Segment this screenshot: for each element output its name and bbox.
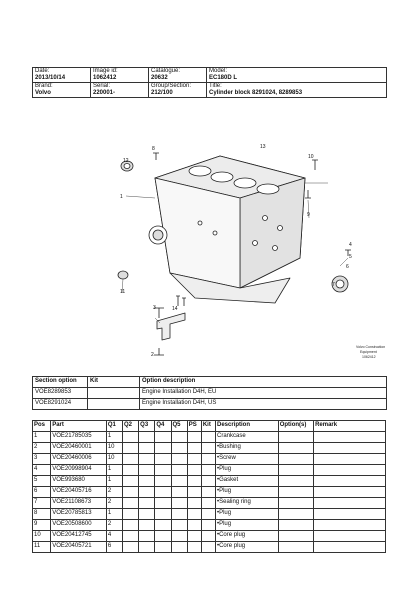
parts-header-q1: Q1: [106, 421, 122, 432]
parts-part-cell: VOE20785813: [51, 509, 107, 520]
parts-table: [32, 420, 386, 553]
section-header-description: Option description: [140, 377, 387, 388]
parts-q3-cell: [139, 487, 155, 498]
parts-pos-cell: 1: [33, 432, 51, 443]
parts-q3-cell: [139, 454, 155, 465]
parts-kit-cell: [201, 531, 215, 542]
table-row: [33, 509, 386, 520]
parts-remark-cell: [314, 465, 386, 476]
parts-q2-cell: [123, 476, 139, 487]
serial-cell: [91, 83, 149, 98]
parts-pos-cell: 3: [33, 454, 51, 465]
parts-part-cell: VOE20405721: [51, 542, 107, 553]
parts-part-cell: VOE20460006: [51, 454, 107, 465]
section-options-table: [32, 376, 387, 410]
parts-q1-cell: 2: [106, 487, 122, 498]
parts-ps-cell: [187, 465, 201, 476]
parts-kit-cell: [201, 487, 215, 498]
parts-options-cell: [278, 487, 313, 498]
parts-q4-cell: [155, 531, 171, 542]
parts-q2-cell: [123, 531, 139, 542]
parts-header-description: Description: [216, 421, 279, 432]
table-row: [33, 465, 386, 476]
callout-9: 9: [307, 212, 310, 218]
parts-q3-cell: [139, 531, 155, 542]
parts-options-cell: [278, 520, 313, 531]
parts-remark-cell: [314, 520, 386, 531]
section-option-cell: VOE8289853: [33, 388, 88, 399]
parts-q4-cell: [155, 498, 171, 509]
parts-q5-cell: [171, 443, 187, 454]
callout-5: 5: [349, 254, 352, 260]
parts-part-cell: VOE21108673: [51, 498, 107, 509]
parts-part-cell: VOE20460001: [51, 443, 107, 454]
parts-q1-cell: 2: [106, 498, 122, 509]
parts-kit-cell: [201, 454, 215, 465]
table-row: [33, 531, 386, 542]
diagram-caption-line2: Equipment: [360, 350, 377, 354]
parts-q3-cell: [139, 432, 155, 443]
parts-description-cell: •Sealing ring: [216, 498, 279, 509]
parts-description-cell: •Plug: [216, 520, 279, 531]
parts-description-cell: •Plug: [216, 465, 279, 476]
parts-ps-cell: [187, 498, 201, 509]
catalogue-label: Catalogue:: [151, 68, 181, 74]
parts-q1-cell: 10: [106, 443, 122, 454]
parts-q3-cell: [139, 498, 155, 509]
parts-q2-cell: [123, 465, 139, 476]
parts-ps-cell: [187, 432, 201, 443]
parts-q1-cell: 1: [106, 509, 122, 520]
parts-q2-cell: [123, 542, 139, 553]
group-value: 212/100: [151, 90, 173, 96]
callout-12: 12: [123, 158, 129, 164]
parts-q2-cell: [123, 520, 139, 531]
date-value: 2013/10/14: [35, 75, 66, 81]
section-header-option: Section option: [33, 377, 88, 388]
table-row: [33, 498, 386, 509]
table-row: [33, 476, 386, 487]
parts-q1-cell: 4: [106, 531, 122, 542]
table-row: [33, 487, 386, 498]
parts-q4-cell: [155, 443, 171, 454]
parts-description-cell: •Plug: [216, 487, 279, 498]
parts-kit-cell: [201, 498, 215, 509]
diagram-caption-id: 1062412: [362, 355, 376, 359]
parts-options-cell: [278, 432, 313, 443]
callout-8: 8: [152, 146, 155, 152]
parts-part-cell: VOE21785035: [51, 432, 107, 443]
parts-q1-cell: 1: [106, 432, 122, 443]
parts-ps-cell: [187, 509, 201, 520]
parts-header-kit: Kit: [201, 421, 215, 432]
serial-label: Serial:: [93, 83, 111, 89]
serial-value: 220001-: [93, 90, 116, 96]
parts-q3-cell: [139, 476, 155, 487]
parts-remark-cell: [314, 432, 386, 443]
date-label: Date:: [35, 68, 50, 74]
header-table: [32, 67, 387, 98]
parts-kit-cell: [201, 542, 215, 553]
parts-description-cell: •Screw: [216, 454, 279, 465]
parts-ps-cell: [187, 542, 201, 553]
parts-ps-cell: [187, 443, 201, 454]
table-row: [33, 520, 386, 531]
parts-description-cell: •Bushing: [216, 443, 279, 454]
parts-q4-cell: [155, 520, 171, 531]
parts-options-cell: [278, 509, 313, 520]
parts-ps-cell: [187, 531, 201, 542]
table-row: [33, 399, 387, 410]
parts-remark-cell: [314, 443, 386, 454]
parts-q5-cell: [171, 498, 187, 509]
parts-remark-cell: [314, 531, 386, 542]
parts-q4-cell: [155, 542, 171, 553]
parts-q2-cell: [123, 443, 139, 454]
parts-q5-cell: [171, 509, 187, 520]
callout-11: 11: [120, 289, 126, 295]
parts-header-remark: Remark: [314, 421, 386, 432]
image-id-label: Image id:: [93, 68, 118, 74]
parts-q5-cell: [171, 454, 187, 465]
parts-options-cell: [278, 465, 313, 476]
parts-kit-cell: [201, 476, 215, 487]
model-cell: [207, 68, 387, 83]
model-value: EC180D L: [209, 75, 238, 81]
parts-part-cell: VOE20412745: [51, 531, 107, 542]
parts-header-q2: Q2: [123, 421, 139, 432]
parts-q5-cell: [171, 465, 187, 476]
parts-q3-cell: [139, 465, 155, 476]
parts-ps-cell: [187, 454, 201, 465]
parts-options-cell: [278, 542, 313, 553]
callout-6: 6: [346, 264, 349, 270]
parts-options-cell: [278, 443, 313, 454]
parts-header-part: Part: [51, 421, 107, 432]
parts-pos-cell: 6: [33, 487, 51, 498]
catalogue-cell: [149, 68, 207, 83]
parts-q4-cell: [155, 454, 171, 465]
parts-q5-cell: [171, 476, 187, 487]
parts-options-cell: [278, 476, 313, 487]
section-kit-cell: [88, 399, 140, 410]
parts-q5-cell: [171, 487, 187, 498]
parts-remark-cell: [314, 487, 386, 498]
parts-q5-cell: [171, 520, 187, 531]
parts-header-q4: Q4: [155, 421, 171, 432]
parts-part-cell: VOE993680: [51, 476, 107, 487]
parts-pos-cell: 8: [33, 509, 51, 520]
parts-kit-cell: [201, 443, 215, 454]
group-cell: [149, 83, 207, 98]
section-description-cell: Engine Installation D4H, US: [140, 399, 387, 410]
parts-pos-cell: 11: [33, 542, 51, 553]
table-row: [33, 542, 386, 553]
parts-description-cell: •Gasket: [216, 476, 279, 487]
diagram-caption-line1: Volvo Construction: [356, 345, 386, 349]
catalogue-value: 20632: [151, 75, 168, 81]
parts-q1-cell: 1: [106, 465, 122, 476]
callout-1: 1: [120, 194, 123, 200]
parts-q2-cell: [123, 498, 139, 509]
table-row: [33, 388, 387, 399]
parts-part-cell: VOE20405716: [51, 487, 107, 498]
section-description-cell: Engine Installation D4H, EU: [140, 388, 387, 399]
parts-remark-cell: [314, 454, 386, 465]
parts-description-cell: •Plug: [216, 509, 279, 520]
parts-ps-cell: [187, 487, 201, 498]
callout-7: 7: [332, 282, 335, 288]
title-label: Title:: [209, 83, 222, 89]
date-cell: [33, 68, 91, 83]
parts-q4-cell: [155, 509, 171, 520]
parts-pos-cell: 7: [33, 498, 51, 509]
parts-part-cell: VOE20998904: [51, 465, 107, 476]
parts-options-cell: [278, 454, 313, 465]
cylinder-block-diagram: [100, 138, 386, 364]
parts-remark-cell: [314, 498, 386, 509]
callout-3: 3: [153, 305, 156, 311]
brand-label: Brand:: [35, 83, 53, 89]
parts-ps-cell: [187, 520, 201, 531]
parts-description-cell: •Core plug: [216, 542, 279, 553]
parts-q2-cell: [123, 454, 139, 465]
parts-q4-cell: [155, 465, 171, 476]
parts-remark-cell: [314, 542, 386, 553]
parts-remark-cell: [314, 509, 386, 520]
parts-kit-cell: [201, 432, 215, 443]
parts-q1-cell: 2: [106, 520, 122, 531]
parts-options-cell: [278, 498, 313, 509]
parts-header-options: Option(s): [278, 421, 313, 432]
callout-10: 10: [308, 154, 314, 160]
title-cell: [207, 83, 387, 98]
table-row: [33, 443, 386, 454]
parts-q1-cell: 1: [106, 476, 122, 487]
title-value: Cylinder block 8291024, 8289853: [209, 90, 303, 96]
parts-q2-cell: [123, 432, 139, 443]
parts-remark-cell: [314, 476, 386, 487]
parts-pos-cell: 4: [33, 465, 51, 476]
callout-2: 2: [151, 352, 154, 358]
parts-q2-cell: [123, 487, 139, 498]
parts-q5-cell: [171, 432, 187, 443]
image-id-value: 1062412: [93, 75, 117, 81]
parts-pos-cell: 2: [33, 443, 51, 454]
parts-kit-cell: [201, 509, 215, 520]
parts-header-q3: Q3: [139, 421, 155, 432]
parts-q1-cell: 10: [106, 454, 122, 465]
model-label: Model:: [209, 68, 228, 74]
group-label: Group/Section:: [151, 83, 192, 89]
parts-kit-cell: [201, 520, 215, 531]
parts-kit-cell: [201, 465, 215, 476]
parts-pos-cell: 10: [33, 531, 51, 542]
brand-cell: [33, 83, 91, 98]
parts-q2-cell: [123, 509, 139, 520]
parts-q3-cell: [139, 520, 155, 531]
callout-14: 14: [172, 306, 178, 312]
parts-ps-cell: [187, 476, 201, 487]
callout-13: 13: [260, 144, 266, 150]
parts-q4-cell: [155, 432, 171, 443]
callout-4: 4: [349, 242, 352, 248]
parts-q4-cell: [155, 487, 171, 498]
parts-q3-cell: [139, 542, 155, 553]
parts-options-cell: [278, 531, 313, 542]
parts-header-ps: PS: [187, 421, 201, 432]
section-kit-cell: [88, 388, 140, 399]
parts-q5-cell: [171, 531, 187, 542]
parts-header-q5: Q5: [171, 421, 187, 432]
parts-header-pos: Pos: [33, 421, 51, 432]
section-option-cell: VOE8291024: [33, 399, 88, 410]
parts-q5-cell: [171, 542, 187, 553]
table-row: [33, 454, 386, 465]
parts-header-row: [33, 421, 386, 432]
parts-description-cell: Crankcase: [216, 432, 279, 443]
image-id-cell: [91, 68, 149, 83]
brand-value: Volvo: [35, 90, 51, 96]
parts-q4-cell: [155, 476, 171, 487]
parts-q3-cell: [139, 443, 155, 454]
section-header-kit: Kit: [88, 377, 140, 388]
parts-pos-cell: 9: [33, 520, 51, 531]
parts-q1-cell: 6: [106, 542, 122, 553]
parts-q3-cell: [139, 509, 155, 520]
table-row: [33, 432, 386, 443]
parts-part-cell: VOE20508600: [51, 520, 107, 531]
parts-description-cell: •Core plug: [216, 531, 279, 542]
parts-pos-cell: 5: [33, 476, 51, 487]
